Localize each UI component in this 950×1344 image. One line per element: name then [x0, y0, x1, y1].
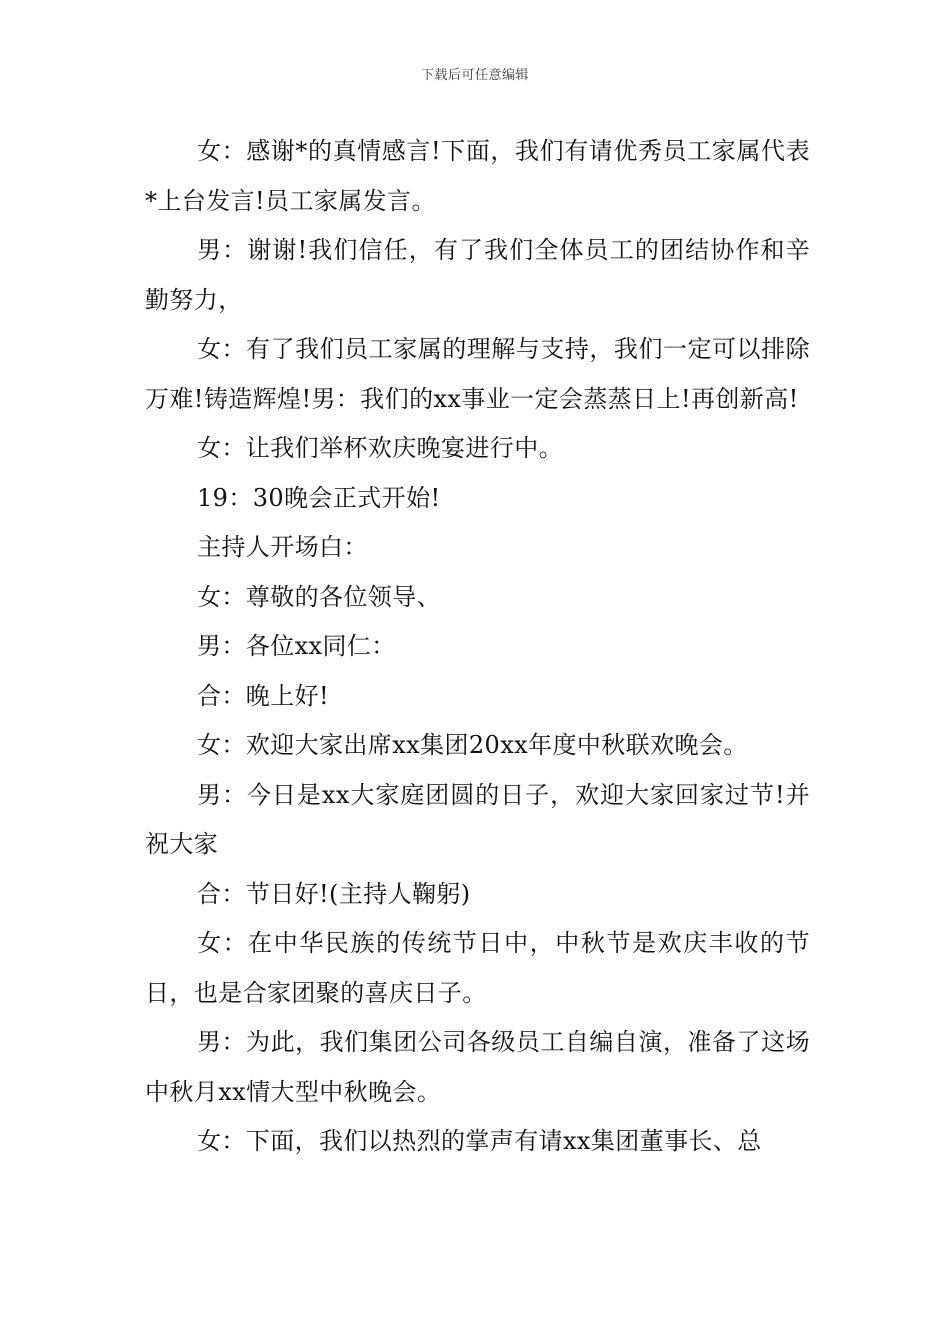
paragraph: 主持人开场白：: [197, 533, 368, 561]
paragraph: 女：欢迎大家出席xx集团20xx年度中秋联欢晚会。: [197, 731, 748, 759]
paragraph: 合：晚上好!: [197, 681, 330, 710]
page-header: 下载后可任意编辑: [420, 68, 529, 83]
paragraph: 合：节日好!(主持人鞠躬): [197, 879, 471, 908]
paragraph: 女：感谢*的真情感言!下面，我们有请优秀员工家属代表*上台发言!员工家属发言。: [145, 137, 810, 215]
paragraph: 男：各位xx同仁：: [197, 632, 396, 660]
paragraph: 男：谢谢!我们信任，有了我们全体员工的团结协作和辛勤努力，: [145, 236, 810, 314]
paragraph: 男：为此，我们集团公司各级员工自编自演，准备了这场中秋月xx情大型中秋晚会。: [145, 1028, 810, 1106]
paragraph: 女：让我们举杯欢庆晚宴进行中。: [197, 434, 563, 462]
document-body: [145, 127, 810, 1167]
paragraph: 女：在中华民族的传统节日中，中秋节是欢庆丰收的节日，也是合家团聚的喜庆日子。: [145, 929, 810, 1007]
paragraph: 女：有了我们员工家属的理解与支持，我们一定可以排除万难!铸造辉煌!男：我们的xx事业一定会蒸蒸日上!再创新高!: [145, 335, 810, 413]
paragraph: 女：下面，我们以热烈的掌声有请xx集团董事长、总: [197, 1127, 762, 1155]
paragraph: 男：今日是xx大家庭团圆的日子，欢迎大家回家过节!并祝大家: [145, 780, 810, 858]
paragraph: 女：尊敬的各位领导、: [197, 582, 441, 611]
paragraph: 19：30晚会正式开始!: [197, 483, 441, 512]
